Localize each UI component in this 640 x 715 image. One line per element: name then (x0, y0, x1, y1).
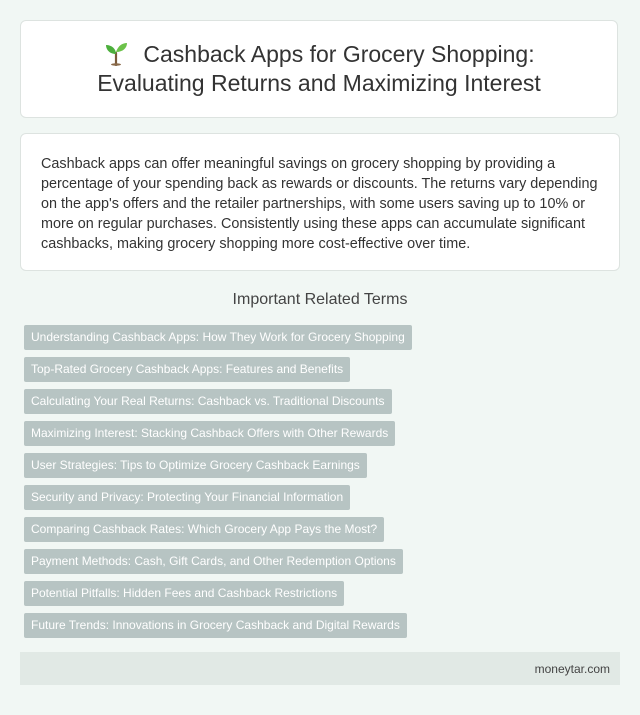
related-term-tag[interactable]: User Strategies: Tips to Optimize Grocery Cashback Earnings (24, 453, 367, 478)
summary-text: Cashback apps can offer meaningful savings on grocery shopping by providing a percentage of your spending back as rewards or discounts. The returns vary depending on the app's offers and the retailer partnerships, with some users saving up to 10% or more on regular purchases. Consistently using these apps can accumulate significant cashbacks, making grocery shopping more cost-effective over time. (41, 156, 598, 252)
related-term-tag[interactable]: Comparing Cashback Rates: Which Grocery App Pays the Most? (24, 517, 384, 542)
seedling-icon (103, 40, 129, 66)
summary-card (20, 133, 620, 271)
related-term-tag[interactable]: Potential Pitfalls: Hidden Fees and Cashback Restrictions (24, 581, 344, 606)
related-term-tag[interactable]: Maximizing Interest: Stacking Cashback Offers with Other Rewards (24, 421, 395, 446)
footer (20, 652, 620, 685)
related-term-tag[interactable]: Future Trends: Innovations in Grocery Cashback and Digital Rewards (24, 613, 407, 638)
title-card (20, 20, 618, 118)
title-line-2: Evaluating Returns and Maximizing Interest (97, 70, 541, 96)
site-name[interactable]: moneytar.com (534, 661, 610, 676)
related-term-tag[interactable]: Calculating Your Real Returns: Cashback vs. Traditional Discounts (24, 389, 392, 414)
related-terms-list (24, 325, 624, 645)
related-term-tag[interactable]: Security and Privacy: Protecting Your Financial Information (24, 485, 350, 510)
related-terms-heading: Important Related Terms (232, 291, 408, 308)
title-line-1: Cashback Apps for Grocery Shopping: (143, 41, 535, 67)
related-term-tag[interactable]: Top-Rated Grocery Cashback Apps: Features and Benefits (24, 357, 350, 382)
related-term-tag[interactable]: Payment Methods: Cash, Gift Cards, and Other Redemption Options (24, 549, 403, 574)
related-term-tag[interactable]: Understanding Cashback Apps: How They Work for Grocery Shopping (24, 325, 412, 350)
page-title (97, 40, 541, 98)
